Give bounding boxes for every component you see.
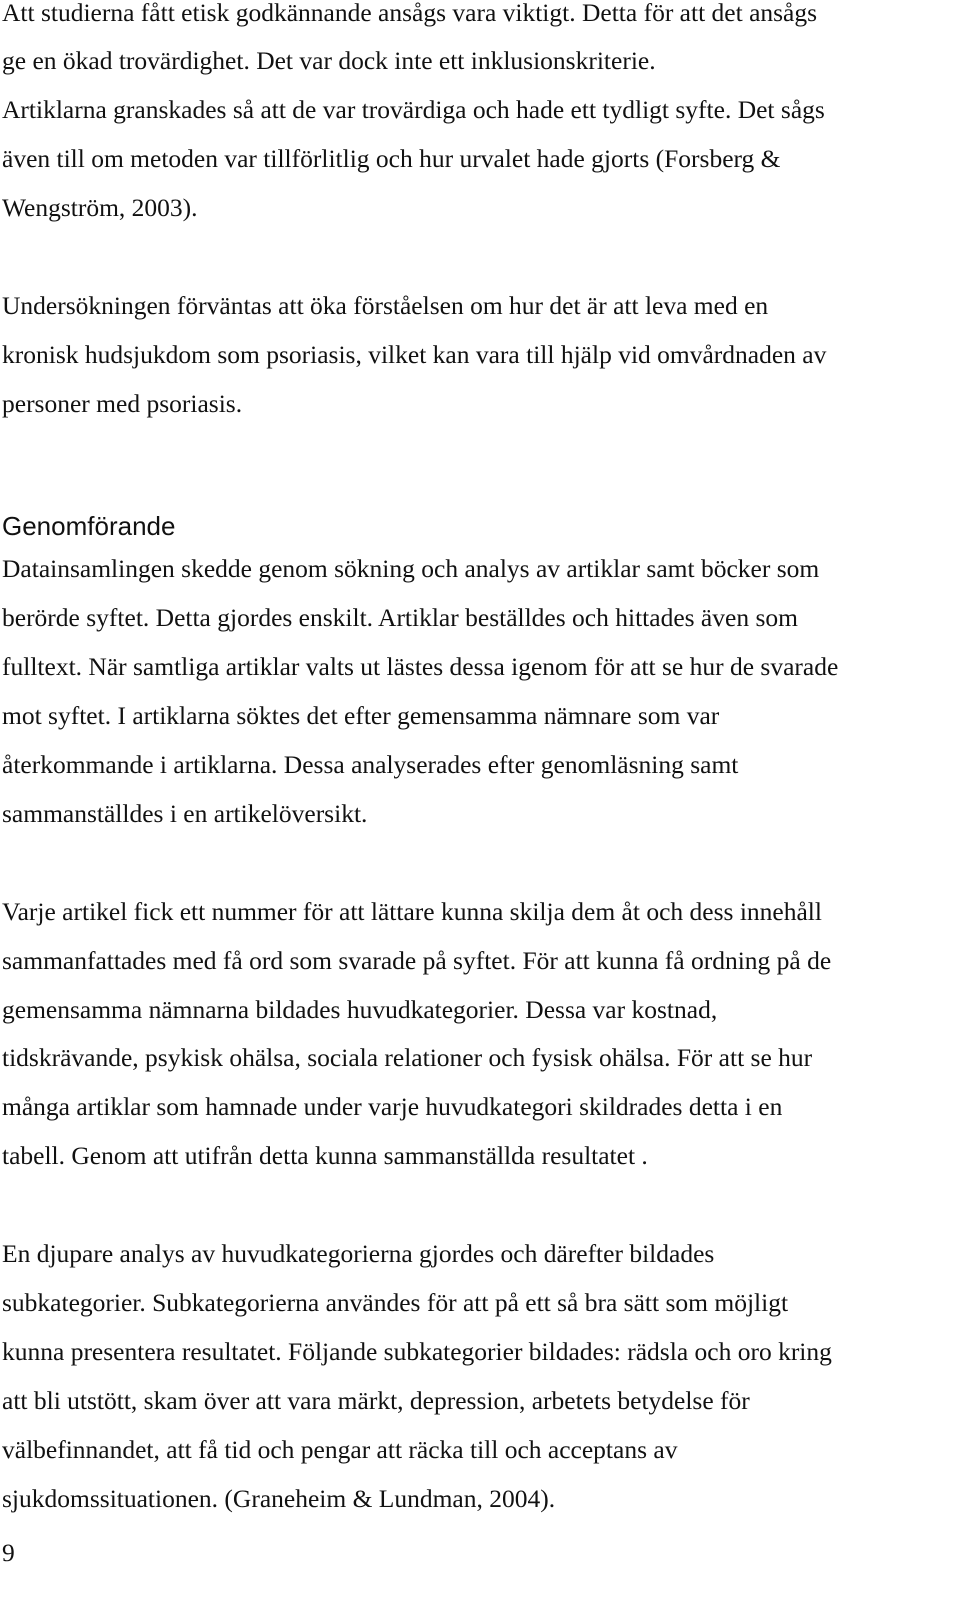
text-line: ge en ökad trovärdighet. Det var dock inte ett inklusionskriterie. xyxy=(2,46,656,75)
text-line: även till om metoden var tillförlitlig och hur urvalet hade gjorts (Forsberg & xyxy=(2,144,781,173)
text-line: gemensamma nämnarna bildades huvudkategorier. Dessa var kostnad, xyxy=(2,995,718,1024)
text-line: Att studierna fått etisk godkännande ansågs vara viktigt. Detta för att det ansågs xyxy=(2,0,818,27)
text-line: Datainsamlingen skedde genom sökning och analys av artiklar samt böcker som xyxy=(2,554,820,583)
text-line: återkommande i artiklarna. Dessa analyserades efter genomläsning samt xyxy=(2,750,739,779)
section-heading: Genomförande xyxy=(2,511,176,541)
text-line: fulltext. När samtliga artiklar valts ut lästes dessa igenom för att se hur de svarade xyxy=(2,652,839,681)
text-line: tidskrävande, psykisk ohälsa, sociala relationer och fysisk ohälsa. För att se hur xyxy=(2,1043,813,1072)
text-line: välbefinnandet, att få tid och pengar att räcka till och acceptans av xyxy=(2,1435,678,1464)
text-line: En djupare analys av huvudkategorierna gjordes och därefter bildades xyxy=(2,1239,715,1268)
text-line: sammanfattades med få ord som svarade på syftet. För att kunna få ordning på de xyxy=(2,946,832,975)
text-line: kronisk hudsjukdom som psoriasis, vilket kan vara till hjälp vid omvårdnaden av xyxy=(2,340,827,369)
text-line: att bli utstött, skam över att vara märkt, depression, arbetets betydelse för xyxy=(2,1386,750,1415)
text-line: många artiklar som hamnade under varje huvudkategori skildrades detta i en xyxy=(2,1092,783,1121)
text-line: tabell. Genom att utifrån detta kunna sammanställda resultatet . xyxy=(2,1141,648,1170)
text-line: mot syftet. I artiklarna söktes det efter gemensamma nämnare som var xyxy=(2,701,720,730)
text-line: berörde syftet. Detta gjordes enskilt. Artiklar beställdes och hittades även som xyxy=(2,603,798,632)
text-line: sammanställdes i en artikelöversikt. xyxy=(2,799,368,828)
text-line: subkategorier. Subkategorierna användes för att på ett så bra sätt som möjligt xyxy=(2,1288,789,1317)
text-line: Artiklarna granskades så att de var trovärdiga och hade ett tydligt syfte. Det sågs xyxy=(2,95,825,124)
text-line: Wengström, 2003). xyxy=(2,193,198,222)
text-line: personer med psoriasis. xyxy=(2,389,243,418)
text-line: sjukdomssituationen. (Graneheim & Lundman, 2004). xyxy=(2,1484,556,1513)
text-line: kunna presentera resultatet. Följande subkategorier bildades: rädsla och oro kring xyxy=(2,1337,832,1366)
text-line: Varje artikel fick ett nummer för att lättare kunna skilja dem åt och dess innehåll xyxy=(2,897,822,926)
page-number: 9 xyxy=(2,1538,15,1567)
text-line: Undersökningen förväntas att öka förståelsen om hur det är att leva med en xyxy=(2,291,769,320)
